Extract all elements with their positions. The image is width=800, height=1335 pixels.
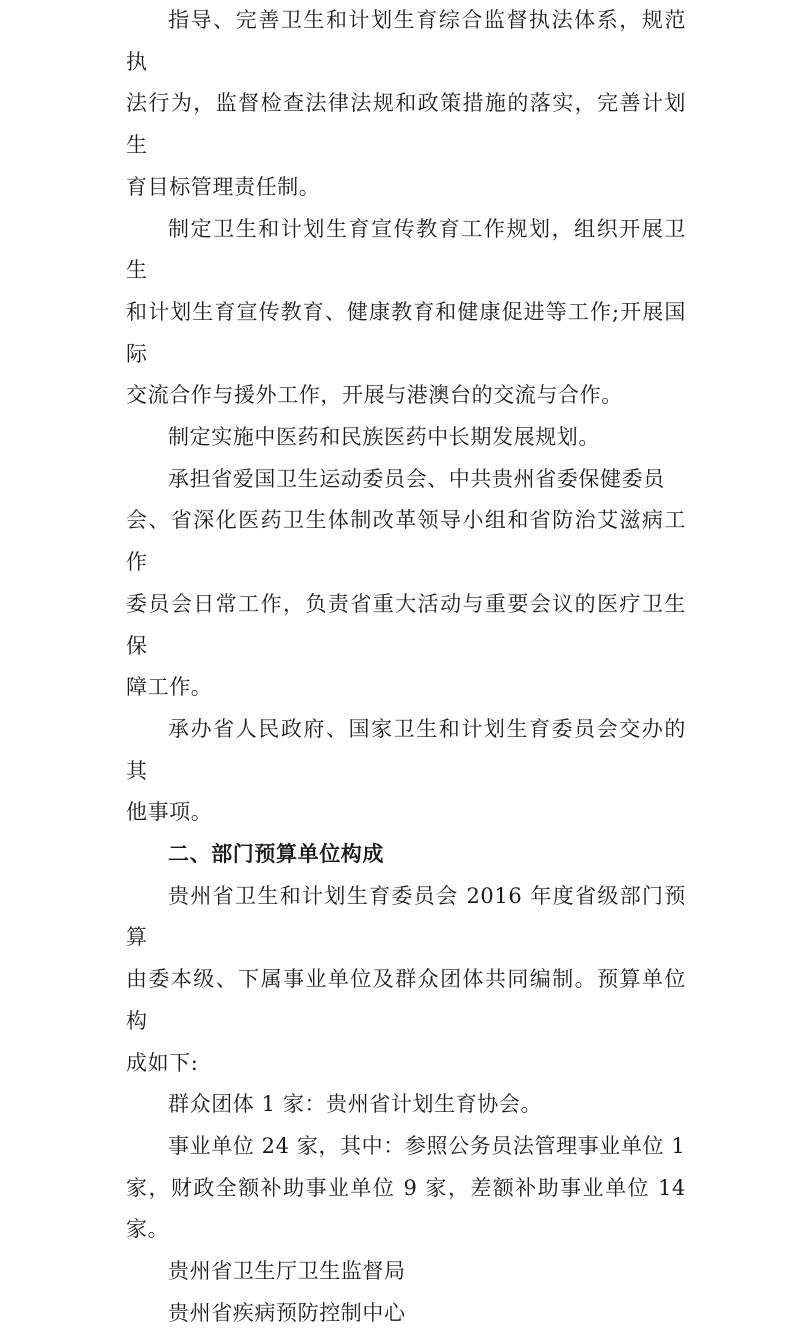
text-line: 制定实施中医药和民族医药中长期发展规划。: [168, 425, 600, 450]
text-line: 会、省深化医药卫生体制改革领导小组和省防治艾滋病工作: [126, 508, 686, 575]
paragraph-publicity: [126, 209, 686, 418]
text-line: 育目标管理责任制。: [126, 174, 321, 199]
text-line: 贵州省卫生和计划生育委员会 2016 年度省级部门预算: [126, 883, 686, 950]
paragraph-public-institutions: [126, 1126, 686, 1251]
text-line: 群众团体 1 家：贵州省计划生育协会。: [168, 1092, 543, 1117]
text-line: 承担省爱国卫生运动委员会、中共贵州省委保健委员: [168, 466, 665, 491]
text-line: 贵州省疾病预防控制中心: [168, 1300, 406, 1325]
list-item-cdc: [126, 1293, 686, 1335]
text-line: 委员会日常工作，负责省重大活动与重要会议的医疗卫生保: [126, 591, 686, 658]
paragraph-tcm: [126, 417, 686, 459]
paragraph-committees: [126, 459, 686, 709]
text-line: 障工作。: [126, 675, 213, 700]
paragraph-budget-composition: [126, 876, 686, 1085]
text-line: 事业单位 24 家，其中：参照公务员法管理事业单位 1: [168, 1133, 686, 1158]
heading-text: 二、部门预算单位构成: [168, 842, 384, 867]
text-line: 贵州省卫生厅卫生监督局: [168, 1259, 406, 1284]
text-line: 承办省人民政府、国家卫生和计划生育委员会交办的其: [126, 716, 686, 783]
text-line: 和计划生育宣传教育、健康教育和健康促进等工作;开展国际: [126, 299, 686, 366]
document-body: [126, 0, 686, 1335]
list-item-health-supervision-bureau: [126, 1251, 686, 1293]
paragraph-other-matters: [126, 709, 686, 834]
text-line: 他事项。: [126, 800, 213, 825]
text-line: 法行为，监督检查法律法规和政策措施的落实，完善计划生: [126, 91, 686, 158]
text-line: 由委本级、下属事业单位及群众团体共同编制。预算单位构: [126, 967, 686, 1033]
text-line: 制定卫生和计划生育宣传教育工作规划，组织开展卫生: [126, 216, 686, 283]
text-line: 成如下:: [126, 1050, 199, 1075]
section-heading: [126, 834, 686, 876]
paragraph-supervision: [126, 0, 686, 209]
text-line: 家，财政全额补助事业单位 9 家，差额补助事业单位 14 家。: [126, 1175, 686, 1242]
text-line: 交流合作与援外工作，开展与港澳台的交流与合作。: [126, 383, 623, 408]
text-line: 指导、完善卫生和计划生育综合监督执法体系，规范执: [126, 8, 686, 74]
paragraph-mass-organizations: [126, 1084, 686, 1126]
